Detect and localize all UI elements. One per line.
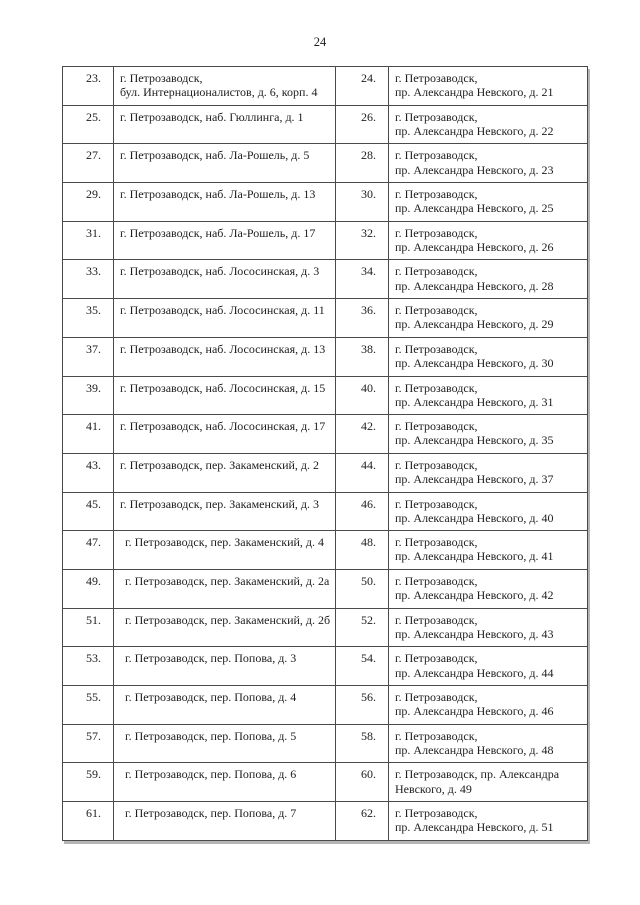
entry-address xyxy=(389,299,588,338)
address-line: бул. Интернационалистов, д. 6, корп. 4 xyxy=(120,85,318,100)
entry-number: 58. xyxy=(336,724,389,763)
entry-address xyxy=(389,763,588,802)
entry-number: 57. xyxy=(63,724,114,763)
address-line: г. Петрозаводск, пер. Попова, д. 7 xyxy=(125,806,297,821)
entry-address xyxy=(114,802,336,841)
table-row xyxy=(63,763,588,802)
entry-address xyxy=(389,337,588,376)
entry-number: 52. xyxy=(336,608,389,647)
address-line: г. Петрозаводск, пер. Попова, д. 5 xyxy=(125,728,297,743)
address-line: г. Петрозаводск, пер. Закаменский, д. 3 xyxy=(120,496,320,511)
entry-address xyxy=(114,453,336,492)
entry-address xyxy=(114,183,336,222)
address-line: г. Петрозаводск, xyxy=(395,264,478,279)
entry-address xyxy=(114,221,336,260)
entry-address xyxy=(114,337,336,376)
address-line: пр. Александра Невского, д. 25 xyxy=(395,201,554,216)
address-line: г. Петрозаводск, пер. Закаменский, д. 2 xyxy=(120,457,320,472)
address-line: Невского, д. 49 xyxy=(395,781,472,796)
entry-number: 38. xyxy=(336,337,389,376)
entry-address xyxy=(114,415,336,454)
page-number: 24 xyxy=(313,35,327,49)
table-row xyxy=(63,299,588,338)
address-line: г. Петрозаводск, наб. Лососинская, д. 13 xyxy=(120,341,326,356)
table-row xyxy=(63,492,588,531)
entry-number: 37. xyxy=(63,337,114,376)
entry-address xyxy=(389,415,588,454)
address-line: пр. Александра Невского, д. 22 xyxy=(395,123,554,138)
entry-address xyxy=(389,105,588,144)
address-line: пр. Александра Невского, д. 21 xyxy=(395,85,554,100)
address-line: г. Петрозаводск, xyxy=(395,690,478,704)
entry-number: 42. xyxy=(336,415,389,454)
address-line: г. Петрозаводск, xyxy=(395,457,478,472)
entry-number: 25. xyxy=(63,105,114,144)
entry-number: 32. xyxy=(336,221,389,260)
table-row xyxy=(63,608,588,647)
entry-address xyxy=(114,492,336,531)
entry-number: 27. xyxy=(63,144,114,183)
address-line: пр. Александра Невского, д. 23 xyxy=(395,162,554,177)
address-line: г. Петрозаводск, xyxy=(395,380,478,395)
entry-number: 41. xyxy=(63,415,114,454)
entry-number: 55. xyxy=(63,686,114,725)
entry-number: 40. xyxy=(336,376,389,415)
address-line: г. Петрозаводск, xyxy=(395,806,478,821)
entry-number: 50. xyxy=(336,569,389,608)
entry-address xyxy=(114,724,336,763)
entry-number: 39. xyxy=(63,376,114,415)
table-row xyxy=(63,531,588,570)
address-line: г. Петрозаводск, пр. Александра xyxy=(395,767,560,782)
address-line: пр. Александра Невского, д. 41 xyxy=(395,549,554,564)
address-line: г. Петрозаводск, xyxy=(395,225,478,240)
address-line: пр. Александра Невского, д. 26 xyxy=(395,239,554,254)
address-line: пр. Александра Невского, д. 46 xyxy=(395,704,554,719)
table-row xyxy=(63,105,588,144)
address-line: г. Петрозаводск, xyxy=(395,187,478,202)
address-line: г. Петрозаводск, xyxy=(395,71,478,85)
address-line: г. Петрозаводск, пер. Закаменский, д. 2а xyxy=(125,573,330,588)
entry-number: 47. xyxy=(63,531,114,570)
entry-address xyxy=(389,608,588,647)
entry-number: 62. xyxy=(336,802,389,841)
address-line: г. Петрозаводск, наб. Ла-Рошель, д. 5 xyxy=(120,148,310,163)
address-line: г. Петрозаводск, xyxy=(395,496,478,511)
entry-address xyxy=(114,105,336,144)
address-line: г. Петрозаводск, наб. Лососинская, д. 11 xyxy=(120,303,325,318)
entry-address xyxy=(389,531,588,570)
entry-address xyxy=(114,531,336,570)
address-line: пр. Александра Невского, д. 40 xyxy=(395,510,554,525)
entry-address xyxy=(389,376,588,415)
address-line: г. Петрозаводск, xyxy=(395,728,478,743)
entry-address xyxy=(389,260,588,299)
entry-number: 48. xyxy=(336,531,389,570)
address-line: пр. Александра Невского, д. 31 xyxy=(395,394,554,409)
entry-address xyxy=(114,569,336,608)
entry-number: 53. xyxy=(63,647,114,686)
address-line: г. Петрозаводск, наб. Лососинская, д. 3 xyxy=(120,264,320,279)
entry-number: 46. xyxy=(336,492,389,531)
entry-number: 28. xyxy=(336,144,389,183)
address-line: г. Петрозаводск, xyxy=(395,109,478,124)
address-line: г. Петрозаводск, xyxy=(395,303,478,318)
entry-address xyxy=(389,221,588,260)
table-row xyxy=(63,376,588,415)
table-row xyxy=(63,183,588,222)
entry-number: 31. xyxy=(63,221,114,260)
entry-address xyxy=(389,492,588,531)
entry-number: 56. xyxy=(336,686,389,725)
address-line: пр. Александра Невского, д. 43 xyxy=(395,626,554,641)
address-line: г. Петрозаводск, пер. Попова, д. 6 xyxy=(125,767,297,782)
entry-number: 59. xyxy=(63,763,114,802)
address-line: г. Петрозаводск, xyxy=(395,573,478,588)
entry-address xyxy=(114,260,336,299)
entry-address xyxy=(389,802,588,841)
address-line: г. Петрозаводск, наб. Лососинская, д. 17 xyxy=(120,419,326,434)
entry-number: 49. xyxy=(63,569,114,608)
entry-number: 44. xyxy=(336,453,389,492)
address-line: г. Петрозаводск, наб. Лососинская, д. 15 xyxy=(120,380,326,395)
entry-number: 35. xyxy=(63,299,114,338)
table-row xyxy=(63,221,588,260)
address-line: г. Петрозаводск, наб. Ла-Рошель, д. 13 xyxy=(120,187,316,202)
table-row xyxy=(63,260,588,299)
entry-address xyxy=(389,647,588,686)
entry-address xyxy=(389,144,588,183)
address-line: г. Петрозаводск, пер. Попова, д. 4 xyxy=(125,690,297,704)
address-line: г. Петрозаводск, xyxy=(395,148,478,163)
table-row xyxy=(63,415,588,454)
address-line: пр. Александра Невского, д. 28 xyxy=(395,278,554,293)
entry-address xyxy=(389,67,588,106)
entry-number: 24. xyxy=(336,67,389,106)
address-line: пр. Александра Невского, д. 35 xyxy=(395,433,554,448)
entry-address xyxy=(114,299,336,338)
entry-address xyxy=(114,376,336,415)
entry-number: 34. xyxy=(336,260,389,299)
address-line: пр. Александра Невского, д. 44 xyxy=(395,665,554,680)
entry-address xyxy=(389,569,588,608)
table-row xyxy=(63,144,588,183)
entry-number: 30. xyxy=(336,183,389,222)
entry-address xyxy=(389,183,588,222)
entry-number: 61. xyxy=(63,802,114,841)
address-line: г. Петрозаводск, наб. Гюллинга, д. 1 xyxy=(120,109,304,124)
address-line: г. Петрозаводск, xyxy=(395,535,478,550)
entry-number: 51. xyxy=(63,608,114,647)
table-row xyxy=(63,686,588,725)
address-line: г. Петрозаводск, xyxy=(120,71,203,85)
address-line: пр. Александра Невского, д. 30 xyxy=(395,356,554,371)
entry-number: 54. xyxy=(336,647,389,686)
entry-address xyxy=(389,453,588,492)
address-line: пр. Александра Невского, д. 37 xyxy=(395,472,554,487)
entry-address xyxy=(114,608,336,647)
entry-address xyxy=(114,647,336,686)
entry-number: 26. xyxy=(336,105,389,144)
entry-number: 33. xyxy=(63,260,114,299)
entry-address xyxy=(114,67,336,106)
table-row xyxy=(63,647,588,686)
address-table-body xyxy=(63,67,588,841)
entry-number: 36. xyxy=(336,299,389,338)
address-line: пр. Александра Невского, д. 48 xyxy=(395,742,554,757)
address-line: г. Петрозаводск, пер. Закаменский, д. 2б xyxy=(125,612,331,627)
table-row xyxy=(63,67,588,106)
address-line: г. Петрозаводск, xyxy=(395,341,478,356)
table-row xyxy=(63,337,588,376)
entry-number: 43. xyxy=(63,453,114,492)
address-line: г. Петрозаводск, xyxy=(395,419,478,434)
entry-address xyxy=(389,686,588,725)
entry-address xyxy=(114,144,336,183)
table-row xyxy=(63,724,588,763)
address-line: пр. Александра Невского, д. 51 xyxy=(395,820,554,835)
address-line: пр. Александра Невского, д. 29 xyxy=(395,317,554,332)
entry-address xyxy=(389,724,588,763)
address-line: г. Петрозаводск, наб. Ла-Рошель, д. 17 xyxy=(120,225,316,240)
address-line: г. Петрозаводск, xyxy=(395,612,478,627)
table-row xyxy=(63,453,588,492)
address-line: г. Петрозаводск, пер. Попова, д. 3 xyxy=(125,651,297,666)
address-line: г. Петрозаводск, пер. Закаменский, д. 4 xyxy=(125,535,325,550)
address-line: пр. Александра Невского, д. 42 xyxy=(395,588,554,603)
table-row xyxy=(63,802,588,841)
entry-address xyxy=(114,686,336,725)
entry-number: 45. xyxy=(63,492,114,531)
entry-number: 23. xyxy=(63,67,114,106)
address-line: г. Петрозаводск, xyxy=(395,651,478,666)
address-table xyxy=(62,66,588,841)
table-row xyxy=(63,569,588,608)
entry-number: 60. xyxy=(336,763,389,802)
entry-address xyxy=(114,763,336,802)
entry-number: 29. xyxy=(63,183,114,222)
